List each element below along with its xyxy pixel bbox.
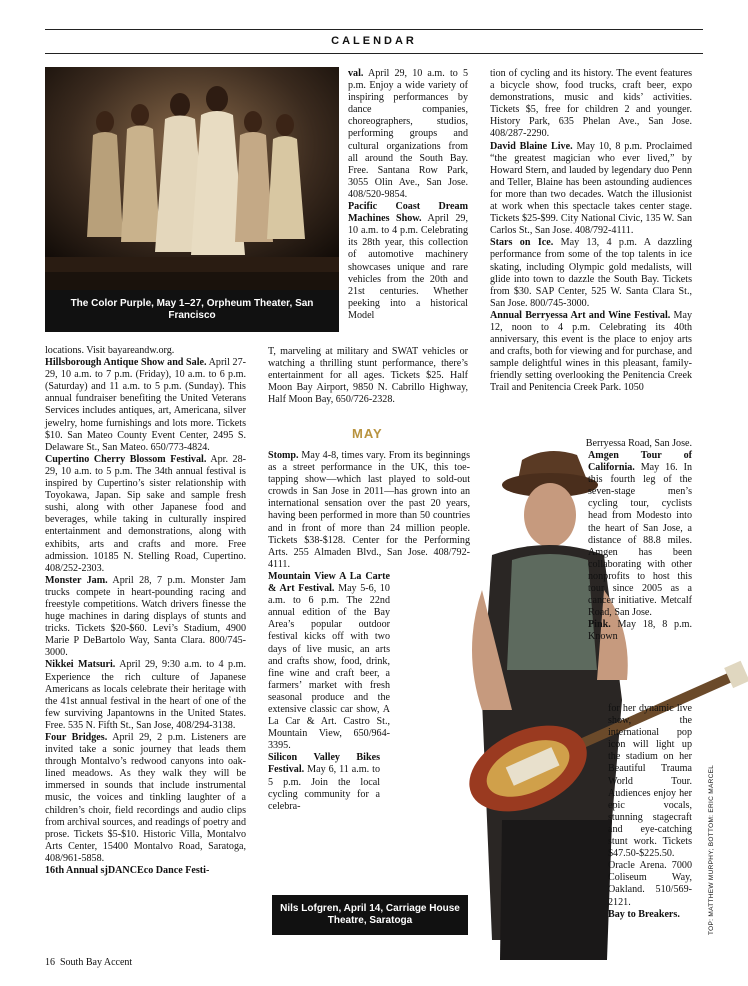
entry-sjdanceco-cont: val. April 29, 10 a.m. to 5 p.m. Enjoy a wide variety of inspiring performances by dance companies, choreographers, studios, performing groups and cultural organizations from all around the South Bay. Free. Santana Row Park, 3055 Olin Ave., San Jose. 408/520-9854. [348,68,468,200]
month-heading: MAY [352,426,383,441]
photo-credit: TOP: MATTHEW MURPHY; BOTTOM: ERIC MARCEL [708,764,715,935]
section-title: CALENDAR [331,35,417,47]
entry-prev-continued: locations. Visit bayareandw.org. [45,345,175,356]
entry-dream-machines: Pacific Coast Dream Machines Show. April 29, 10 a.m. to 4 p.m. Celebrating its 28th year, this collection of automotive machinery showcases unique and rare vehicles from the 20th and 21st centuries. Whether peeking into a historical Model [348,201,468,321]
entry-pink: Pink. May 18, 8 p.m. Known [588,619,692,643]
entry-pink-cont: for her dynamic live show, the international pop icon will light up the stadium on her Beautiful Trauma World Tour. Audiences enjoy her epic vocals, stunning stagecraft and eye-catching stunt work. Tickets $47.50-$225.50. Oracle Arena. 7000 Coliseum Way, Oakland. 510/569-2121. [608,703,692,908]
column-2-top [348,68,468,322]
top-rule [45,29,703,30]
entry-hillsborough: Hillsborough Antique Show and Sale. April 27-29, 10 a.m. to 7 p.m. (Friday), 10 a.m. to 6 p.m. (Saturday) and 11 a.m. to 5 p.m. (Sunday). This annual fundraiser benefiting the United Veterans Services includes antiques, art, Americana, silver jewelry, home furnishings and lots more. Tickets $10. San Mateo County Event Center, 2495 S. Delaware St., San Mateo. 650/773-4824. [45,357,246,453]
photo-caption-top: The Color Purple, May 1–27, Orpheum Theater, San Francisco [45,290,339,332]
entry-mountain-view: Mountain View A La Carte & Art Festival. May 5-6, 10 a.m. to 6 p.m. The 22nd annual edition of the Bay Area’s popular outdoor festival kicks off with two days of live music, an arts and crafts show, food, drink, fine wine and craft beer, a farmers’ market with fresh seasonal produce and the extensive classic car show, A La Car & Art. Castro St., Mountain View, 650/964-3395. [268,570,390,752]
entry-amgen-tour: Amgen Tour of California. May 16. In this fourth leg of the seven-stage men’s cycling tour, cyclists head from Modesto into the heart of San Jose, a distance of 88.8 miles. Amgen has been collaborating with other nonprofits to host this tour since 2005 as a cancer initiative. Metcalf Road, San Jose. [588,450,692,619]
entry-berryessa: Annual Berryessa Art and Wine Festival. May 12, noon to 4 p.m. Celebrating its 40th anniversary, this event is the place to enjoy arts and crafts, both for viewing and for purchase, and sample delightful wines in this pleasant, family-friendly setting overlooking the Penitencia Creek Trail and Penitencia Creek Park. 1050 [490,309,692,394]
column-3-bottom [608,703,692,921]
entry-bikes-cont: tion of cycling and its history. The event features a bicycle show, food trucks, craft beer, expo demonstrations, music and kids’ activities. Tickets $5, free for children 2 and younger. History Park, 635 Phelan Ave., San Jose. 408/287-2290. [490,68,692,140]
column-2-mid [268,346,468,406]
entry-monster-jam: Monster Jam. April 28, 7 p.m. Monster Jam trucks compete in heart-pounding racing and freestyle competitions. Watch drivers finesse the huge machines in daring displays of stunts and tricks. Tickets $20-$60. Levi’s Stadium, 4900 Marie P DeBartolo Way, Santa Clara. 800/745-3000. [45,574,246,659]
photo-caption-bottom: Nils Lofgren, April 14, Carriage House Theatre, Saratoga [272,895,468,935]
page-number: 16 [45,957,55,968]
entry-nikkei-matsuri: Nikkei Matsuri. April 29, 9:30 a.m. to 4 p.m. Experience the rich culture of Japanese Americans as locals celebrate their heritage with the 41st annual festival in the heart of one of the few surviving Japantowns in the United States. Free. 535 N. Fifth St., San Jose, 408/294-3138. [45,659,246,731]
column-1 [45,345,246,877]
entry-bay-to-breakers: Bay to Breakers. [608,908,680,920]
entry-cupertino: Cupertino Cherry Blossom Festival. Apr. 28-29, 10 a.m. to 5 p.m. The 34th annual festival is inspired by Cupertino’s sister relationship with Toyokawa, Japan. Sip sake and sample fresh sushi, along with other Japanese food and beverages, while taking in culturally inspired entertainment and demonstrations, along with exhibits, arts and crafts and more. Free admission. 10185 N. Stelling Road, Cupertino. 408/252-2303. [45,453,246,574]
page-footer [45,957,132,968]
entry-stomp: Stomp. May 4-8, times vary. From its beginnings as a street performance in the UK, this toe-tapping show—which last played to sold-out crowds in San Jose in 2011—has grown into an international sensation over the past 20 years, having been performed in more than 50 countries and in front of more than 24 million people. Tickets $38-$128. Center for the Performing Arts. 255 Almaden Blvd., San Jose. 408/792-4111. [268,450,470,570]
entry-stars-on-ice: Stars on Ice. May 13, 4 p.m. A dazzling performance from some of the top talents in ice skating, including Olympic gold medalists, will glide into town to dazzle the South Bay. Tickets from $30. SAP Center, 525 W. Santa Clara St., San Jose. 800/745-3000. [490,237,692,309]
entry-four-bridges: Four Bridges. April 29, 2 p.m. Listeners are invited take a sonic journey that leads them through Montalvo’s redwood canyons into oak-lined meadows. As they walk they will be immersed in sounds that include instrumental music, the voices and tinkling laughter of a children’s choir, field recordings and audio clips from archival sources, and readings of poetry and prose. Tickets $5-$10. Historic Villa, Montalvo Arts Center, 15400 Montalvo Road, Saratoga, 408/961-5858. [45,732,246,864]
entry-berryessa-address: Berryessa Road, San Jose. [585,438,692,449]
entry-sjdanceco-start: 16th Annual sjDANCEco Dance Festi- [45,865,210,877]
entry-bikes-festival: Silicon Valley Bikes Festival. May 6, 11 a.m. to 5 p.m. Join the local cycling community for a celebra- [268,752,380,812]
column-3-wrap [588,450,692,644]
color-purple-photo [45,67,339,290]
column-3-top [490,68,692,395]
header-rule [45,53,703,54]
entry-david-blaine: David Blaine Live. May 10, 8 p.m. Proclaimed “the greatest magician who ever lived,” by Howard Stern, and lauded by legendary duo Penn and Teller, Blaine has been astounding audiences for more than two decades. Watch the illusionist at work when this spectacle takes center stage. Tickets $25-$99. City National Civic, 135 W. San Carlos St., San Jose. 408/792-4111. [490,140,693,237]
publication-name: South Bay Accent [60,957,133,968]
entry-dream-machines-cont: T, marveling at military and SWAT vehicles or watching a thrilling stunt performance, there’s entertainment for all ages. Tickets $25. Half Moon Bay Airport, 9850 N. Cabrillo Highway, Half Moon Bay, 650/726-2328. [268,346,468,406]
